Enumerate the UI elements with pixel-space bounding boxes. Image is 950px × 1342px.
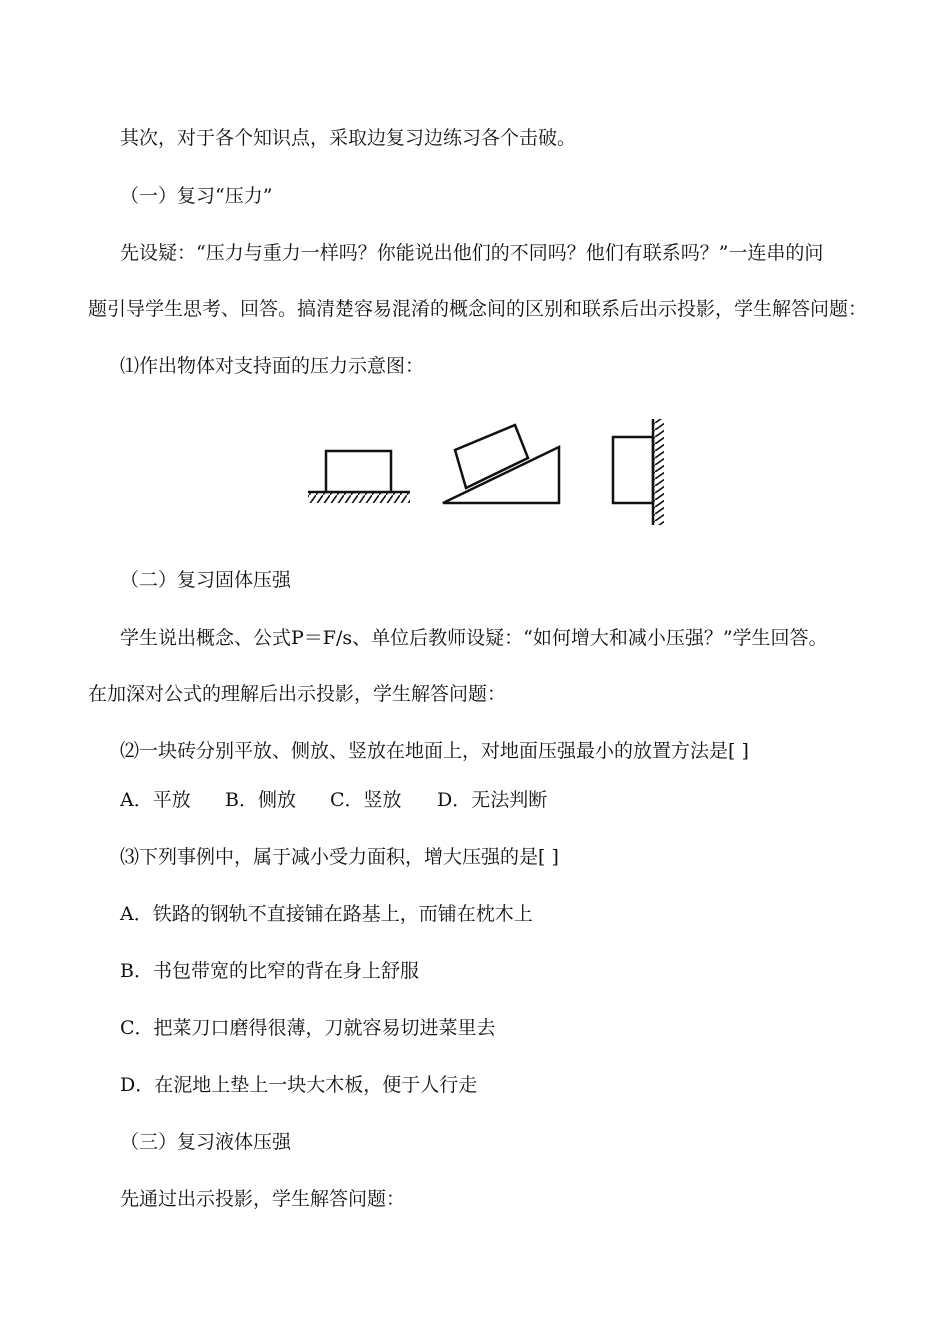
section-heading-liquid-pressure: （三）复习液体压强 bbox=[120, 1131, 292, 1153]
section-heading-solid-pressure: （二）复习固体压强 bbox=[120, 569, 292, 591]
paragraph-liquid-pressure: 先通过出示投影，学生解答问题： bbox=[120, 1188, 406, 1210]
paragraph-intro: 其次，对于各个知识点，采取边复习边练习各个击破。 bbox=[120, 127, 577, 149]
question-3-option-a: A．铁路的钢轨不直接铺在路基上，而铺在枕木上 bbox=[120, 903, 533, 925]
question-1: ⑴作出物体对支持面的压力示意图： bbox=[120, 355, 425, 377]
paragraph-pressure-question-line2: 题引导学生思考、回答。搞清楚容易混淆的概念间的区别和联系后出示投影，学生解答问题： bbox=[88, 298, 868, 320]
question-2-option-b: B．侧放 bbox=[225, 789, 296, 811]
question-3-option-c: C．把菜刀口磨得很薄，刀就容易切进菜里去 bbox=[120, 1017, 496, 1039]
wall-hatch bbox=[653, 419, 664, 525]
paragraph-solid-pressure-line2: 在加深对公式的理解后出示投影，学生解答问题： bbox=[88, 683, 507, 705]
block-on-incline bbox=[443, 425, 559, 503]
ground-hatch bbox=[308, 492, 410, 503]
question-3-option-b: B．书包带宽的比窄的背在身上舒服 bbox=[120, 960, 419, 982]
block-on-wall bbox=[613, 419, 664, 525]
block-against-wall bbox=[613, 437, 653, 503]
paragraph-solid-pressure-line1: 学生说出概念、公式P＝F/s、单位后教师设疑：“如何增大和减小压强？”学生回答。 bbox=[120, 627, 828, 649]
question-3-option-d: D．在泥地上垫上一块大木板，便于人行走 bbox=[120, 1074, 478, 1096]
question-2-option-d: D．无法判断 bbox=[437, 789, 548, 811]
question-2: ⑵一块砖分别平放、侧放、竖放在地面上，对地面压强最小的放置方法是[ ] bbox=[120, 740, 749, 762]
pressure-diagram bbox=[295, 395, 695, 535]
block-on-ground bbox=[308, 451, 410, 503]
question-2-option-c: C．竖放 bbox=[330, 789, 402, 811]
block-flat bbox=[326, 451, 391, 492]
question-3: ⑶下列事例中，属于减小受力面积，增大压强的是[ ] bbox=[120, 846, 559, 868]
section-heading-pressure: （一）复习“压力” bbox=[120, 185, 273, 207]
question-2-option-a: A．平放 bbox=[120, 789, 191, 811]
paragraph-pressure-question-line1: 先设疑：“压力与重力一样吗？你能说出他们的不同吗？他们有联系吗？”一连串的问 bbox=[120, 242, 824, 264]
pressure-diagram-figure bbox=[295, 395, 695, 535]
